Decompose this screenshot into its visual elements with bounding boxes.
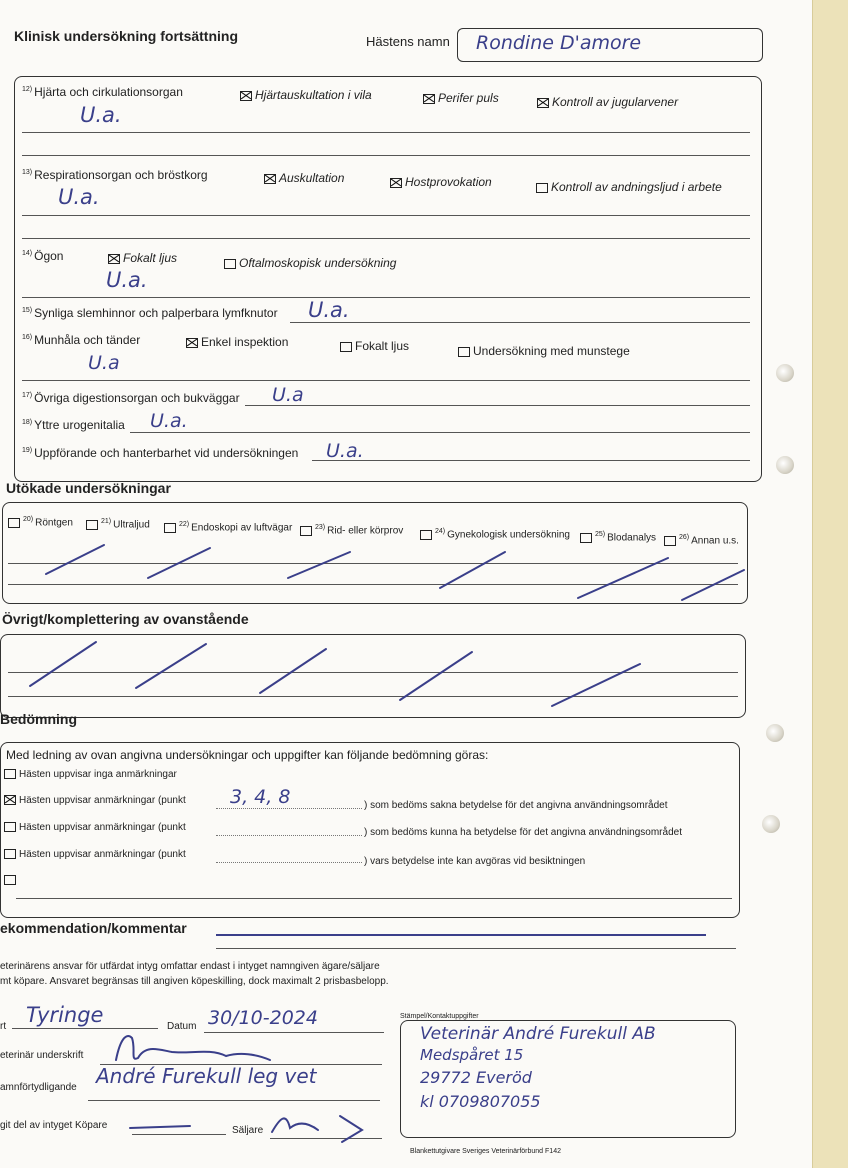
strike-line — [136, 644, 206, 688]
seller-label: Säljare — [232, 1125, 264, 1136]
s12-opt2[interactable]: Perifer puls — [423, 91, 499, 105]
section-17-label: $^{17)}$ Övriga digestionsorgan och bukväggar — [22, 391, 240, 405]
assessment-opt3[interactable]: Hästen uppvisar anmärkningar (punkt — [4, 821, 186, 835]
signature-label: eterinär underskrift — [0, 1050, 84, 1061]
buyer-stroke — [130, 1126, 190, 1128]
s14-opt1[interactable]: Fokalt ljus — [108, 251, 177, 265]
place-label: rt — [0, 1021, 7, 1032]
seller-signature-stroke — [272, 1116, 362, 1142]
s12-value: U.a. — [80, 103, 122, 127]
other-title: Övrigt/komplettering av ovanstående — [2, 611, 249, 627]
date-label: Datum — [167, 1021, 197, 1032]
section-14-label: $^{14)}$ Ögon — [22, 249, 64, 263]
section-19-label: $^{19)}$ Uppförande och hanterbarhet vid undersökningen — [22, 446, 299, 460]
horse-name-value: Rondine D'amore — [476, 32, 642, 54]
s13-value: U.a. — [58, 185, 100, 209]
strike-line — [46, 545, 104, 574]
s16-value: U.a — [88, 352, 120, 374]
form-title: Klinisk undersökning fortsättning — [14, 28, 239, 44]
s12-opt3[interactable]: Kontroll av jugularvener — [537, 95, 678, 109]
name-clarification-label: amnförtydligande — [0, 1082, 77, 1093]
date-value: 30/10-2024 — [208, 1007, 318, 1029]
strike-line — [682, 570, 744, 600]
strike-line — [440, 552, 505, 588]
s15-value: U.a. — [308, 298, 350, 322]
assessment-points-value: 3, 4, 8 — [230, 786, 291, 808]
stamp-line3: 29772 Everöd — [420, 1068, 532, 1087]
ext-item-25[interactable]: $^{25)}$ Blodanalys — [580, 528, 656, 545]
s18-value: U.a. — [150, 410, 188, 432]
s14-opt2[interactable]: Oftalmoskopisk undersökning — [224, 256, 396, 270]
stamp-label: Stämpel/Kontaktuppgifter — [400, 1013, 479, 1020]
name-clarification-value: André Furekull leg vet — [96, 1064, 317, 1088]
section-12-label: $^{12)}$ Hjärta och cirkulationsorgan — [22, 85, 183, 99]
s19-value: U.a. — [326, 440, 364, 462]
horse-name-label: Hästens namn — [366, 34, 450, 49]
disclaimer-line1: eterinärens ansvar för utfärdat intyg omfattar endast i intyget namngiven ägare/säljare — [0, 961, 380, 972]
disclaimer-line2: mt köpare. Ansvaret begränsas till angiven köpeskilling, dock maximalt 2 prisbasbelopp. — [0, 976, 389, 987]
assessment-opt2-tail: ) som bedöms sakna betydelse för det angivna användningsområdet — [364, 800, 668, 811]
paper-strip — [812, 0, 848, 1168]
strike-line — [30, 642, 96, 686]
assessment-title: Bedömning — [0, 711, 77, 727]
section-18-label: $^{18)}$ Yttre urogenitalia — [22, 418, 125, 432]
s16-opt3[interactable]: Undersökning med munstege — [458, 344, 630, 358]
place-value: Tyringe — [26, 1003, 104, 1027]
assessment-opt4[interactable]: Hästen uppvisar anmärkningar (punkt — [4, 848, 186, 862]
recommendation-title: ekommendation/kommentar — [0, 920, 187, 936]
extended-title: Utökade undersökningar — [6, 480, 171, 496]
strike-line — [400, 652, 472, 700]
assessment-opt3-tail: ) som bedöms kunna ha betydelse för det angivna användningsområdet — [364, 827, 682, 838]
ext-item-23[interactable]: $^{23)}$ Rid- eller körprov — [300, 521, 403, 538]
strike-line — [288, 552, 350, 578]
s13-opt1[interactable]: Auskultation — [264, 171, 344, 185]
section-15-label: $^{15)}$ Synliga slemhinnor och palperbara lymfknutor — [22, 306, 278, 320]
stamp-line1: Veterinär André Furekull AB — [420, 1024, 656, 1044]
s13-opt2[interactable]: Hostprovokation — [390, 175, 492, 189]
section-13-label: $^{13)}$ Respirationsorgan och bröstkorg — [22, 168, 208, 182]
assessment-opt1[interactable]: Hästen uppvisar inga anmärkningar — [4, 768, 177, 782]
ext-item-20[interactable]: $^{20)}$ Röntgen — [8, 513, 73, 530]
section-16-label: $^{16)}$ Munhåla och tänder — [22, 333, 141, 347]
assessment-intro: Med ledning av ovan angivna undersökningar och uppgifter kan följande bedömning göras: — [6, 748, 489, 762]
stamp-line2: Medspåret 15 — [420, 1046, 524, 1064]
signature-stroke — [116, 1036, 270, 1060]
s12-opt1[interactable]: Hjärtauskultation i vila — [240, 88, 372, 102]
strike-line — [578, 558, 668, 598]
s14-value: U.a. — [106, 268, 148, 292]
form-identifier: Blankettutgivare Sveriges Veterinärförbund F142 — [410, 1148, 561, 1155]
s16-opt2[interactable]: Fokalt ljus — [340, 339, 409, 353]
copy-buyer-label: git del av intyget Köpare — [0, 1120, 108, 1131]
strike-line — [552, 664, 640, 706]
strike-line — [260, 649, 326, 693]
ext-item-21[interactable]: $^{21)}$ Ultraljud — [86, 515, 150, 532]
s17-value: U.a — [272, 384, 304, 406]
ext-item-26[interactable]: $^{26)}$ Annan u.s. — [664, 531, 739, 548]
strike-line — [148, 548, 210, 578]
stamp-line4: kl 0709807055 — [420, 1092, 541, 1111]
assessment-opt4-tail: ) vars betydelse inte kan avgöras vid besiktningen — [364, 856, 586, 867]
s13-opt3[interactable]: Kontroll av andningsljud i arbete — [536, 180, 722, 194]
assessment-opt2[interactable]: Hästen uppvisar anmärkningar (punkt — [4, 794, 186, 808]
ext-item-22[interactable]: $^{22)}$ Endoskopi av luftvägar — [164, 518, 292, 535]
ext-item-24[interactable]: $^{24)}$ Gynekologisk undersökning — [420, 525, 570, 542]
s16-opt1[interactable]: Enkel inspektion — [186, 335, 288, 349]
